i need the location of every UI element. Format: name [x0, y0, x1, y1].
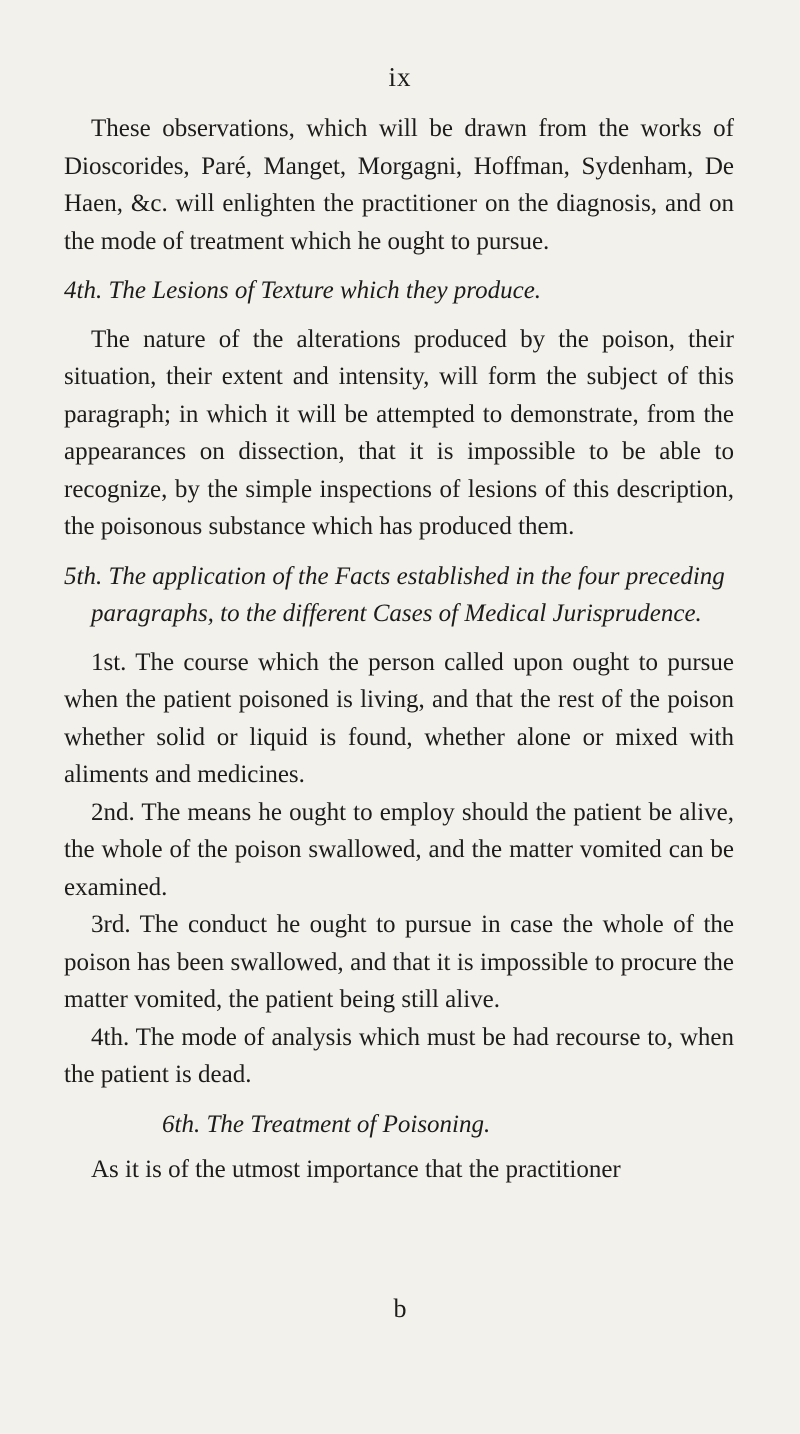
signature-mark: b [393, 1294, 407, 1323]
section-heading-6th [64, 1106, 734, 1144]
section-title: The Treatment of Poisoning. [206, 1110, 491, 1138]
section-heading-5th [64, 558, 734, 633]
list-item-1st: 1st. The course which the person called upon ought to pursue when the patient poisoned is living, and that the rest of the poison whether solid or liquid is found, whether alone or mixed with aliments and medicines. [64, 648, 734, 788]
paragraph-observations: These observations, which will be drawn from the works of Dioscorides, Paré, Manget, Morgagni, Hoffman, Sydenham, De Haen, &c. will enlighten the practitioner on the diagnosis, and on the mode of treatment which he ought to pursue. [64, 115, 734, 255]
section-title: The application of the Facts established in the four preceding paragraphs, to the different Cases of Medical Jurisprudence. [91, 562, 725, 627]
list-item-4th: 4th. The mode of analysis which must be had recourse to, when the patient is dead. [64, 1023, 734, 1088]
section-number: 5th. [64, 562, 103, 590]
page-number: ix [388, 62, 412, 92]
section-number: 4th. [64, 277, 103, 304]
section-title: The Lesions of Texture which they produce. [108, 277, 542, 304]
list-item-2nd: 2nd. The means he ought to employ should the patient be alive, the whole of the poison swallowed, and the matter vomited can be examined. [64, 798, 734, 901]
page-body [64, 110, 734, 1189]
section-number: 6th. [162, 1110, 201, 1138]
list-item-3rd: 3rd. The conduct he ought to pursue in case the whole of the poison has been swallowed, and that it is impossible to procure the matter vomited, the patient being still alive. [64, 911, 734, 1013]
paragraph-treatment: As it is of the utmost importance that the practitioner [91, 1156, 621, 1183]
paragraph-alterations: The nature of the alterations produced by the poison, their situation, their extent and intensity, will form the subject of this paragraph; in which it will be attempted to demonstrate, from the appearances on dissection, that it is impossible to be able to recognize, by the simple inspections of lesions of this description, the poisonous substance which has produced them. [64, 325, 734, 540]
section-heading-4th [64, 272, 734, 310]
